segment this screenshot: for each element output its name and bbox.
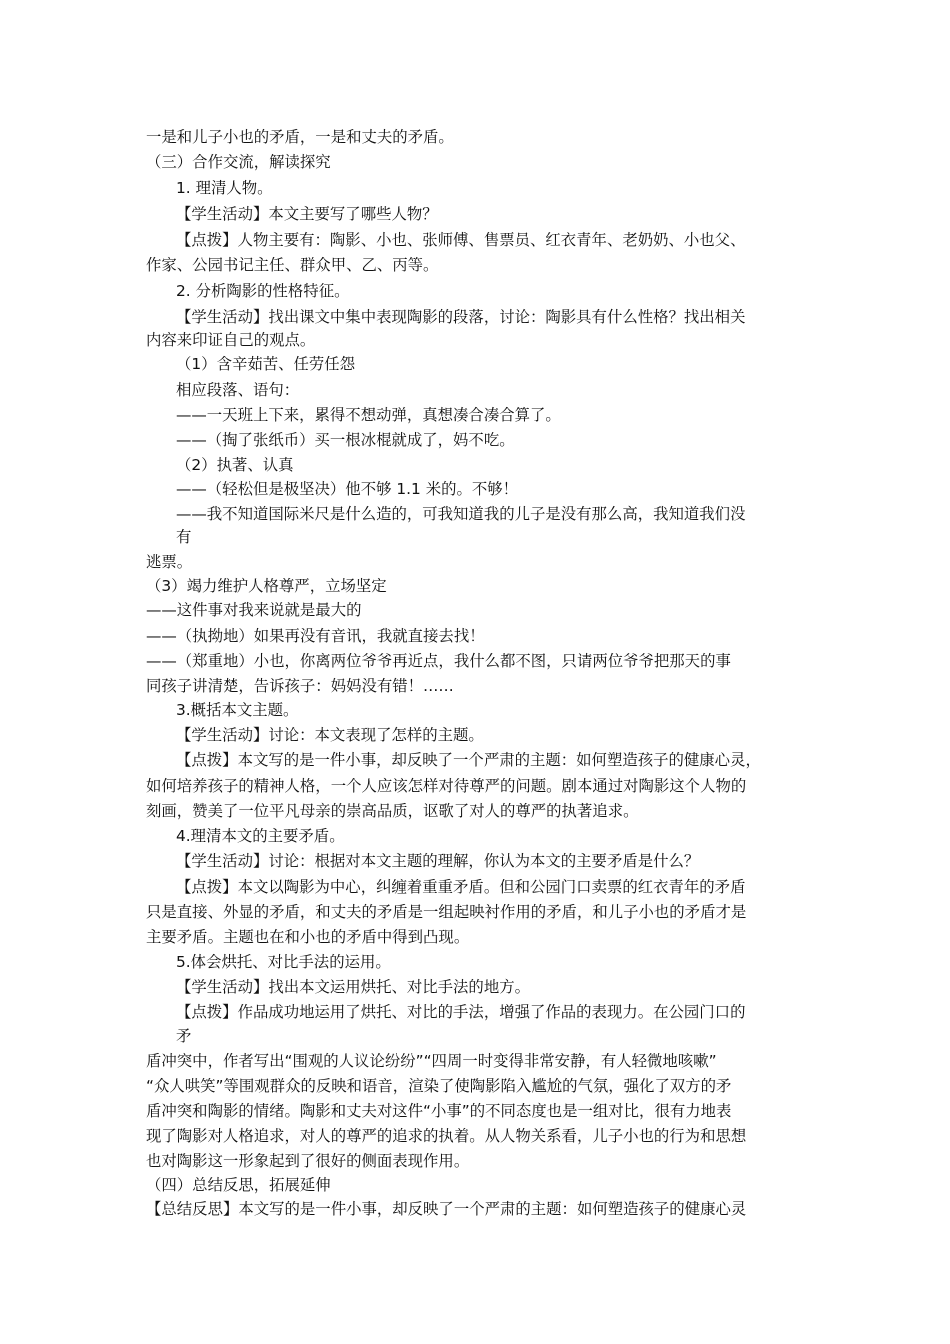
- text-line: 【学生活动】找出本文运用烘托、对比手法的地方。: [176, 978, 530, 996]
- text-line: 也对陶影这一形象起到了很好的侧面表现作用。: [146, 1152, 470, 1170]
- text-line: 相应段落、语句：: [176, 381, 300, 399]
- text-line: ——（执拗地）如果再没有音讯，我就直接去找！: [146, 627, 485, 645]
- text-line: 【点拨】本文以陶影为中心，纠缠着重重矛盾。但和公园门口卖票的红衣青年的矛盾: [176, 878, 746, 896]
- text-line: 【学生活动】讨论：根据对本文主题的理解，你认为本文的主要矛盾是什么？: [176, 852, 700, 870]
- text-line: （2）执著、认真: [176, 456, 294, 474]
- text-line: 刻画，赞美了一位平凡母亲的崇高品质，讴歌了对人的尊严的执著追求。: [146, 802, 639, 820]
- text-line: 现了陶影对人格追求，对人的尊严的追求的执着。从人物关系看，儿子小也的行为和思想: [146, 1127, 747, 1145]
- text-line: ——（掏了张纸币）买一根冰棍就成了，妈不吃。: [176, 431, 515, 449]
- text-line: 如何培养孩子的精神人格，一个人应该怎样对待尊严的问题。剧本通过对陶影这个人物的: [146, 777, 747, 795]
- text-line: ——我不知道国际米尺是什么造的，可我知道我的儿子是没有那么高，我知道我们没: [176, 505, 746, 523]
- text-line: 【学生活动】讨论：本文表现了怎样的主题。: [176, 726, 484, 744]
- text-line: ——一天班上下来，累得不想动弹，真想凑合凑合算了。: [176, 406, 561, 424]
- text-line: 同孩子讲清楚，告诉孩子：妈妈没有错！……: [146, 677, 454, 695]
- text-line: 一是和儿子小也的矛盾，一是和丈夫的矛盾。: [146, 128, 454, 146]
- text-line: 逃票。: [146, 553, 193, 571]
- text-line: 【点拨】作品成功地运用了烘托、对比的手法，增强了作品的表现力。在公园门口的: [176, 1003, 746, 1021]
- text-line: 只是直接、外显的矛盾，和丈夫的矛盾是一组起映衬作用的矛盾，和儿子小也的矛盾才是: [146, 903, 747, 921]
- text-line: ——（轻松但是极坚决）他不够 1.1 米的。不够！: [176, 480, 519, 498]
- text-line: 盾冲突中，作者写出“围观的人议论纷纷”“四周一时变得非常安静，有人轻微地咳嗽”: [146, 1052, 717, 1070]
- step-heading: 1. 理清人物。: [176, 179, 273, 197]
- step-heading: 3.概括本文主题。: [176, 701, 299, 719]
- step-heading: 5.体会烘托、对比手法的运用。: [176, 953, 391, 971]
- text-line: 有: [176, 528, 192, 546]
- text-line: 【学生活动】找出课文中集中表现陶影的段落，讨论：陶影具有什么性格？找出相关: [176, 308, 746, 326]
- text-line: 盾冲突和陶影的情绪。陶影和丈夫对这件“小事”的不同态度也是一组对比，很有力地表: [146, 1102, 732, 1120]
- text-line: 【总结反思】本文写的是一件小事，却反映了一个严肃的主题：如何塑造孩子的健康心灵: [146, 1200, 747, 1218]
- text-line: ——这件事对我来说就是最大的: [146, 601, 362, 619]
- text-line: 【学生活动】本文主要写了哪些人物？: [176, 205, 438, 223]
- text-line: 【点拨】人物主要有：陶影、小也、张师傅、售票员、红衣青年、老奶奶、小也父、: [176, 231, 746, 249]
- text-line: “众人哄笑”等围观群众的反映和语音，渲染了使陶影陷入尴尬的气氛，强化了双方的矛: [146, 1077, 732, 1095]
- section-heading: （四）总结反思，拓展延伸: [146, 1176, 331, 1194]
- step-heading: 4.理清本文的主要矛盾。: [176, 827, 345, 845]
- section-heading: （三）合作交流，解读探究: [146, 153, 331, 171]
- text-line: 主要矛盾。主题也在和小也的矛盾中得到凸现。: [146, 928, 470, 946]
- text-line: （3）竭力维护人格尊严，立场坚定: [146, 577, 387, 595]
- text-line: 矛: [176, 1027, 192, 1045]
- text-line: 作家、公园书记主任、群众甲、乙、丙等。: [146, 256, 439, 274]
- text-line: （1）含辛茹苦、任劳任怨: [176, 355, 356, 373]
- text-line: 内容来印证自己的观点。: [146, 331, 316, 349]
- step-heading: 2. 分析陶影的性格特征。: [176, 282, 350, 300]
- text-line: 【点拨】本文写的是一件小事，却反映了一个严肃的主题：如何塑造孩子的健康心灵，: [176, 751, 761, 769]
- text-line: ——（郑重地）小也，你离两位爷爷再近点，我什么都不图，只请两位爷爷把那天的事: [146, 652, 731, 670]
